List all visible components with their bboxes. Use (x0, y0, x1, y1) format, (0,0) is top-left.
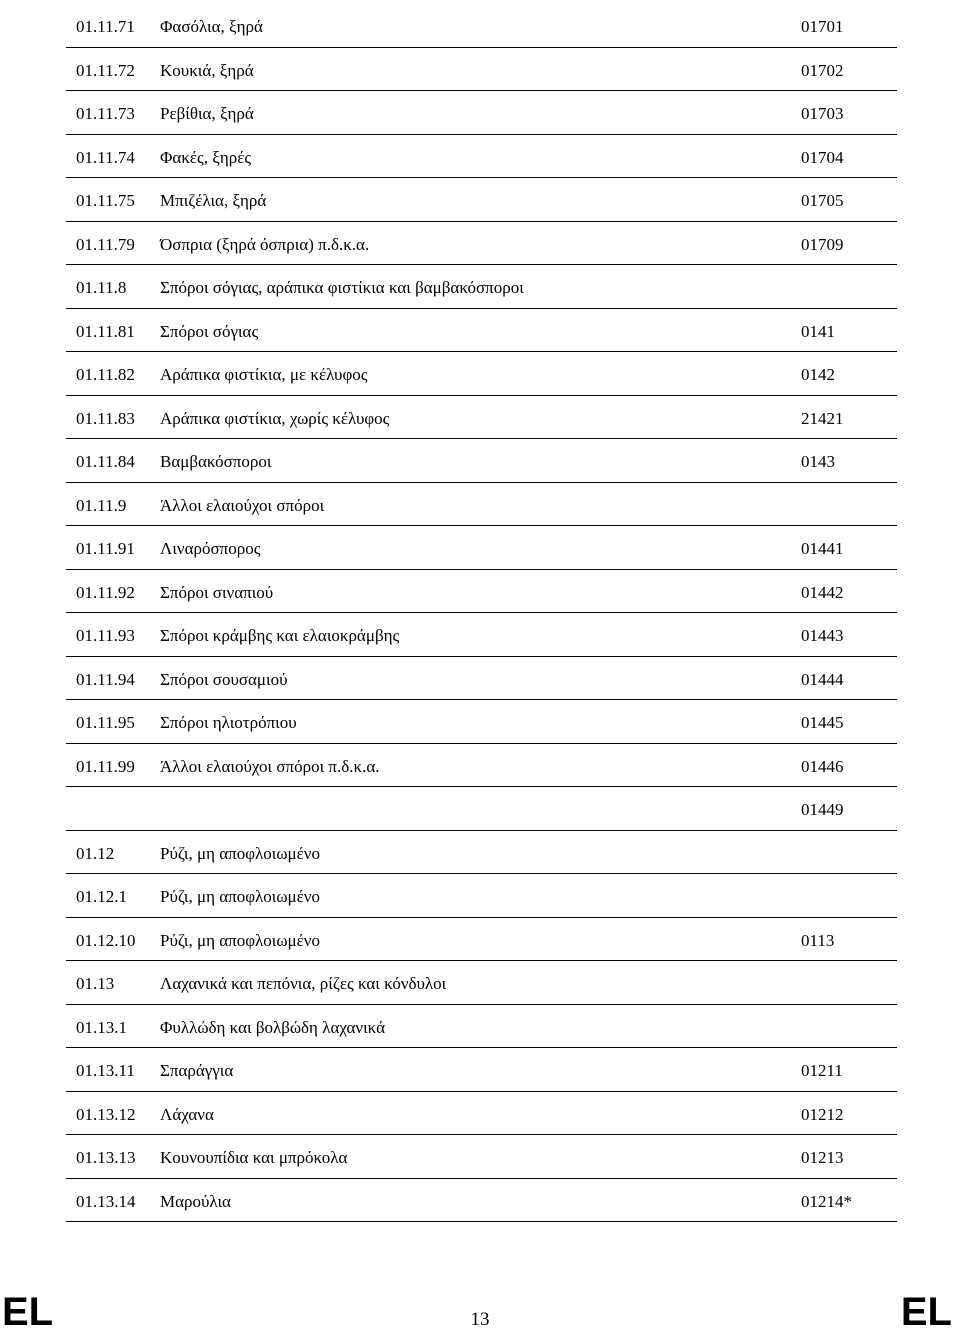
row-code: 01.11.8 (76, 278, 127, 297)
row-reference-code: 01709 (801, 234, 844, 254)
row-reference-code: 01441 (801, 539, 844, 558)
page-number: 13 (470, 1309, 490, 1330)
table-row (66, 178, 897, 222)
row-code: 01.11.73 (76, 104, 135, 123)
row-reference-code: 01443 (801, 626, 844, 645)
row-description: Σπόροι κράμβης και ελαιοκράμβης (160, 626, 400, 645)
row-code: 01.11.93 (76, 626, 135, 645)
table-row (66, 1048, 897, 1092)
row-description: Σπόροι σόγιας, αράπικα φιστίκια και βαμβακόσποροι (160, 278, 524, 297)
row-description: Φακές, ξηρές (160, 147, 252, 167)
classification-table (66, 4, 897, 1222)
row-code: 01.11.74 (76, 147, 135, 167)
row-description: Σπόροι ηλιοτρόπιου (160, 713, 297, 732)
row-reference-code: 21421 (801, 408, 844, 428)
row-description: Μαρούλια (160, 1191, 231, 1211)
row-description: Ρύζι, μη αποφλοιωμένο (160, 843, 320, 863)
table-row (66, 874, 897, 918)
table-row (66, 352, 897, 396)
row-description: Κουνουπίδια και μπρόκολα (160, 1148, 348, 1167)
row-reference-code: 01213 (801, 1148, 844, 1167)
row-code: 01.11.94 (76, 669, 135, 689)
row-code: 01.13.1 (76, 1017, 127, 1037)
row-reference-code: 01705 (801, 191, 844, 210)
row-description: Ρύζι, μη αποφλοιωμένο (160, 887, 320, 906)
row-description: Σπόροι σιναπιού (160, 582, 274, 602)
row-description: Σπόροι σουσαμιού (160, 669, 288, 689)
table-row (66, 744, 897, 788)
row-description: Σπόροι σόγιας (160, 321, 259, 341)
table-row (66, 961, 897, 1005)
row-reference-code: 01702 (801, 60, 844, 80)
row-code: 01.11.84 (76, 452, 135, 471)
row-description: Μπιζέλια, ξηρά (160, 191, 267, 210)
table-row (66, 657, 897, 701)
row-description: Βαμβακόσποροι (160, 452, 272, 471)
table-row (66, 222, 897, 266)
language-label-left: EL (2, 1290, 54, 1334)
row-reference-code: 01444 (801, 669, 844, 689)
table-row (66, 1179, 897, 1223)
row-code: 01.12.1 (76, 887, 127, 906)
row-description: Αράπικα φιστίκια, με κέλυφος (160, 365, 368, 384)
row-reference-code: 01703 (801, 104, 844, 123)
row-reference-code: 01701 (801, 17, 844, 36)
table-row (66, 265, 897, 309)
row-code: 01.11.82 (76, 365, 135, 384)
row-code: 01.11.95 (76, 713, 135, 732)
row-description: Φασόλια, ξηρά (160, 17, 263, 36)
table-row (66, 309, 897, 353)
table-row (66, 1135, 897, 1179)
row-reference-code: 01212 (801, 1104, 844, 1124)
row-code: 01.13.11 (76, 1061, 135, 1080)
row-description: Σπαράγγια (160, 1061, 234, 1080)
row-code: 01.11.79 (76, 234, 135, 254)
row-reference-code: 01446 (801, 756, 844, 776)
table-row (66, 918, 897, 962)
row-description: Λιναρόσπορος (160, 539, 261, 558)
row-reference-code: 01442 (801, 582, 844, 602)
row-code: 01.11.71 (76, 17, 135, 36)
row-reference-code: 0113 (801, 930, 835, 950)
table-row (66, 135, 897, 179)
row-code: 01.11.9 (76, 495, 127, 515)
row-description: Άλλοι ελαιούχοι σπόροι (160, 495, 325, 515)
table-row (66, 4, 897, 48)
row-description: Ρεβίθια, ξηρά (160, 104, 254, 123)
row-code: 01.12.10 (76, 930, 136, 950)
row-code: 01.12 (76, 843, 115, 863)
row-reference-code: 01211 (801, 1061, 843, 1080)
row-code: 01.13.14 (76, 1191, 136, 1211)
table-row (66, 483, 897, 527)
row-description: Κουκιά, ξηρά (160, 60, 254, 80)
row-code: 01.13.12 (76, 1104, 136, 1124)
row-code: 01.11.72 (76, 60, 135, 80)
table-row (66, 831, 897, 875)
row-description: Λάχανα (160, 1104, 214, 1124)
language-label-right: EL (900, 1290, 952, 1334)
row-description: Αράπικα φιστίκια, χωρίς κέλυφος (160, 408, 390, 428)
row-description: Λαχανικά και πεπόνια, ρίζες και κόνδυλοι (160, 974, 447, 993)
row-reference-code: 01704 (801, 147, 844, 167)
row-code: 01.13 (76, 974, 115, 993)
table-row (66, 787, 897, 831)
row-code: 01.11.75 (76, 191, 135, 210)
row-reference-code: 0142 (801, 365, 835, 384)
row-code: 01.11.99 (76, 756, 135, 776)
row-reference-code: 01445 (801, 713, 844, 732)
row-description: Ρύζι, μη αποφλοιωμένο (160, 930, 320, 950)
row-code: 01.11.92 (76, 582, 135, 602)
table-row (66, 1005, 897, 1049)
row-description: Όσπρια (ξηρά όσπρια) π.δ.κ.α. (160, 234, 370, 254)
table-row (66, 700, 897, 744)
table-row (66, 613, 897, 657)
table-row (66, 396, 897, 440)
row-code: 01.11.83 (76, 408, 135, 428)
row-description: Φυλλώδη και βολβώδη λαχανικά (160, 1017, 386, 1037)
table-row (66, 91, 897, 135)
row-reference-code: 0141 (801, 321, 835, 341)
row-code: 01.13.13 (76, 1148, 136, 1167)
row-description: Άλλοι ελαιούχοι σπόροι π.δ.κ.α. (160, 756, 380, 776)
row-reference-code: 01449 (801, 800, 844, 819)
row-code: 01.11.81 (76, 321, 135, 341)
row-reference-code: 0143 (801, 452, 835, 471)
table-row (66, 570, 897, 614)
row-reference-code: 01214* (801, 1191, 852, 1211)
table-row (66, 439, 897, 483)
table-row (66, 526, 897, 570)
table-row (66, 48, 897, 92)
table-row (66, 1092, 897, 1136)
row-code: 01.11.91 (76, 539, 135, 558)
